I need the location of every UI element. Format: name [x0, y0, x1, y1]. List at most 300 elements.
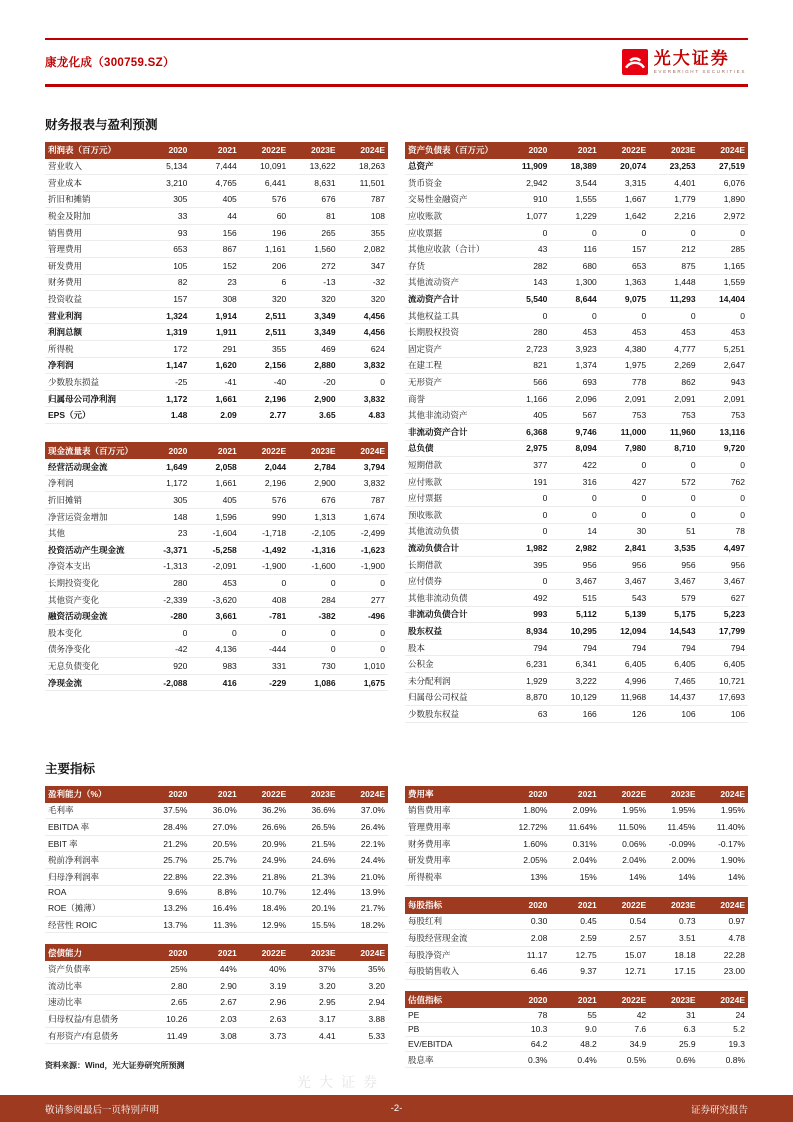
table-row	[45, 258, 388, 275]
table-title: 费用率	[405, 786, 501, 803]
cell-value: 148	[141, 508, 190, 525]
year-column-header: 2020	[501, 142, 550, 159]
row-label: 每股净资产	[405, 946, 501, 963]
cell-value: 2,082	[339, 241, 388, 258]
cell-value: 2,900	[289, 390, 338, 407]
cell-value: 320	[339, 291, 388, 308]
row-label: 债务净变化	[45, 641, 141, 658]
cell-value: 453	[550, 324, 599, 341]
cell-value: 11,000	[600, 424, 649, 441]
cell-value: -13	[289, 274, 338, 291]
cell-value: 0	[699, 307, 748, 324]
cell-value: 1,642	[600, 208, 649, 225]
cell-value: -382	[289, 608, 338, 625]
table-row	[405, 1022, 748, 1037]
cell-value: 2.80	[141, 978, 190, 995]
cell-value: 14,404	[699, 291, 748, 308]
cell-value: 6,405	[699, 656, 748, 673]
row-label: 商誉	[405, 390, 501, 407]
cell-value: 0.06%	[600, 835, 649, 852]
cell-value: 2.63	[240, 1011, 289, 1028]
cell-value: 10,091	[240, 159, 289, 175]
table-row	[405, 672, 748, 689]
cell-value: 1,166	[501, 390, 550, 407]
cell-value: 10.7%	[240, 885, 289, 900]
cell-value: 0	[699, 490, 748, 507]
per-share-table	[405, 897, 748, 980]
row-label: 资产负债率	[45, 961, 141, 977]
row-label: 折旧和摊销	[45, 191, 141, 208]
table-header-row	[45, 442, 388, 459]
cell-value: 0	[550, 490, 599, 507]
cell-value: 4,401	[649, 175, 698, 192]
year-column-header: 2024E	[339, 442, 388, 459]
table-row	[405, 540, 748, 557]
cell-value: 23	[190, 274, 239, 291]
cell-value: 1,161	[240, 241, 289, 258]
table-row	[405, 324, 748, 341]
cell-value: 1,649	[141, 459, 190, 475]
cell-value: 1,890	[699, 191, 748, 208]
row-label: 存货	[405, 258, 501, 275]
cell-value: 152	[190, 258, 239, 275]
cell-value: 2,196	[240, 390, 289, 407]
cell-value: 6,405	[649, 656, 698, 673]
table-row	[45, 274, 388, 291]
cell-value: 18,263	[339, 159, 388, 175]
table-row	[405, 341, 748, 358]
row-label: 财务费用率	[405, 835, 501, 852]
table-row	[405, 963, 748, 980]
cell-value: 18,389	[550, 159, 599, 175]
year-column-header: 2020	[501, 897, 550, 914]
row-label: 投资收益	[45, 291, 141, 308]
cell-value: 24.6%	[289, 852, 338, 869]
cell-value: 37.5%	[141, 803, 190, 819]
row-label: 营业收入	[45, 159, 141, 175]
cell-value: 2,156	[240, 357, 289, 374]
metrics-columns	[45, 786, 748, 1072]
row-label: 研发费用	[45, 258, 141, 275]
cell-value: 308	[190, 291, 239, 308]
table-row	[405, 819, 748, 836]
cell-value: 1,929	[501, 672, 550, 689]
row-label: 预收账款	[405, 506, 501, 523]
table-row	[45, 159, 388, 175]
cell-value: 60	[240, 208, 289, 225]
cell-value: 12.72%	[501, 819, 550, 836]
cell-value: 28.4%	[141, 819, 190, 836]
cell-value: 10.3	[501, 1022, 550, 1037]
cell-value: 0	[699, 224, 748, 241]
cell-value: 1,319	[141, 324, 190, 341]
table-row	[45, 624, 388, 641]
cell-value: 3,222	[550, 672, 599, 689]
cell-value: -2,499	[339, 525, 388, 542]
cell-value: 9,720	[699, 440, 748, 457]
row-label: 销售费用	[45, 224, 141, 241]
cell-value: 1,010	[339, 658, 388, 675]
cell-value: 1,229	[550, 208, 599, 225]
year-column-header: 2021	[190, 442, 239, 459]
cell-value: 305	[141, 191, 190, 208]
cell-value: 3,467	[649, 573, 698, 590]
cell-value: 11,960	[649, 424, 698, 441]
table-row	[45, 978, 388, 995]
cell-value: 0.4%	[550, 1051, 599, 1068]
cell-value: 762	[699, 473, 748, 490]
cell-value: 17,799	[699, 623, 748, 640]
cell-value: 1,147	[141, 357, 190, 374]
row-label: 每股销售收入	[405, 963, 501, 980]
cell-value: 1.95%	[699, 803, 748, 819]
cell-value: 405	[190, 492, 239, 509]
row-label: 净利润	[45, 357, 141, 374]
cell-value: 1,560	[289, 241, 338, 258]
row-label: 在建工程	[405, 357, 501, 374]
table-row	[45, 641, 388, 658]
cell-value: 5,251	[699, 341, 748, 358]
cell-value: 44	[190, 208, 239, 225]
cell-value: 30	[600, 523, 649, 540]
cell-value: 24	[699, 1008, 748, 1022]
cell-value: 0	[339, 624, 388, 641]
year-column-header: 2023E	[649, 786, 698, 803]
cell-value: 13.7%	[141, 916, 190, 933]
row-label: 归母权益/有息债务	[45, 1011, 141, 1028]
cell-value: 5,175	[649, 606, 698, 623]
cell-value: 0	[289, 624, 338, 641]
cell-value: 0	[600, 506, 649, 523]
cell-value: 427	[600, 473, 649, 490]
row-label: 非流动负债合计	[405, 606, 501, 623]
table-row	[405, 357, 748, 374]
cell-value: 272	[289, 258, 338, 275]
table-row	[405, 440, 748, 457]
cell-value: 572	[649, 473, 698, 490]
row-label: 短期借款	[405, 457, 501, 474]
cell-value: 55	[550, 1008, 599, 1022]
cell-value: 4,136	[190, 641, 239, 658]
cell-value: 15%	[550, 869, 599, 886]
cell-value: 576	[240, 191, 289, 208]
cell-value: 0	[501, 490, 550, 507]
year-column-header: 2020	[141, 142, 190, 159]
row-label: 总负债	[405, 440, 501, 457]
cell-value: 1,661	[190, 390, 239, 407]
table-header-row	[405, 897, 748, 914]
cell-value: 24.9%	[240, 852, 289, 869]
cell-value: -1,600	[289, 558, 338, 575]
row-label: EPS（元）	[45, 407, 141, 424]
row-label: PB	[405, 1022, 501, 1037]
table-row	[45, 900, 388, 917]
year-column-header: 2024E	[699, 897, 748, 914]
row-label: 营业成本	[45, 175, 141, 192]
cell-value: 14,543	[649, 623, 698, 640]
cell-value: 0	[240, 624, 289, 641]
year-column-header: 2020	[141, 442, 190, 459]
table-row	[405, 573, 748, 590]
table-row	[45, 1011, 388, 1028]
year-column-header: 2020	[501, 786, 550, 803]
cell-value: 1,675	[339, 674, 388, 691]
year-column-header: 2022E	[240, 142, 289, 159]
table-row	[45, 591, 388, 608]
row-label: 其他	[45, 525, 141, 542]
cell-value: 3.17	[289, 1011, 338, 1028]
cell-value: 2.59	[550, 930, 599, 947]
cell-value: 12.75	[550, 946, 599, 963]
table-row	[405, 606, 748, 623]
cell-value: 1,086	[289, 674, 338, 691]
table-row	[45, 819, 388, 836]
table-header-row	[45, 786, 388, 803]
cell-value: 1,300	[550, 274, 599, 291]
table-row	[405, 1051, 748, 1068]
cell-value: 3.20	[339, 978, 388, 995]
cell-value: 14%	[600, 869, 649, 886]
row-label: 折旧摊销	[45, 492, 141, 509]
cell-value: 2,096	[550, 390, 599, 407]
table-row	[405, 1037, 748, 1052]
cell-value: 26.4%	[339, 819, 388, 836]
year-column-header: 2023E	[649, 142, 698, 159]
cell-value: 405	[190, 191, 239, 208]
row-label: 每股经营现金流	[405, 930, 501, 947]
cell-value: 8,631	[289, 175, 338, 192]
cell-value: 2.67	[190, 994, 239, 1011]
table-row	[405, 208, 748, 225]
cell-value: 956	[600, 556, 649, 573]
cell-value: 172	[141, 341, 190, 358]
stock-title: 康龙化成（300759.SZ）	[45, 57, 175, 69]
table-row	[405, 224, 748, 241]
cell-value: 22.1%	[339, 835, 388, 852]
cell-value: 3,467	[699, 573, 748, 590]
year-column-header: 2024E	[339, 142, 388, 159]
table-title: 估值指标	[405, 991, 501, 1008]
cell-value: 18.4%	[240, 900, 289, 917]
cell-value: 21.0%	[339, 869, 388, 886]
cell-value: 794	[550, 639, 599, 656]
cell-value: 693	[550, 374, 599, 391]
table-row	[405, 159, 748, 175]
row-label: 财务费用	[45, 274, 141, 291]
cell-value: 0.54	[600, 914, 649, 930]
cell-value: 5,223	[699, 606, 748, 623]
row-label: 经营活动现金流	[45, 459, 141, 475]
table-row	[405, 623, 748, 640]
year-column-header: 2023E	[649, 897, 698, 914]
year-column-header: 2023E	[289, 786, 338, 803]
row-label: 投资活动产生现金流	[45, 541, 141, 558]
cell-value: 31	[649, 1008, 698, 1022]
cell-value: 3,661	[190, 608, 239, 625]
cell-value: 16.4%	[190, 900, 239, 917]
cell-value: 25.7%	[141, 852, 190, 869]
cell-value: 2.00%	[649, 852, 698, 869]
row-label: 研发费用率	[405, 852, 501, 869]
cell-value: 2,975	[501, 440, 550, 457]
cell-value: 14%	[649, 869, 698, 886]
cell-value: 106	[649, 706, 698, 723]
cell-value: 17.15	[649, 963, 698, 980]
row-label: 非流动资产合计	[405, 424, 501, 441]
row-label: 股东权益	[405, 623, 501, 640]
cell-value: -41	[190, 374, 239, 391]
cell-value: 277	[339, 591, 388, 608]
cell-value: -3,620	[190, 591, 239, 608]
row-label: 总资产	[405, 159, 501, 175]
row-label: EBITDA 率	[45, 819, 141, 836]
cell-value: 9,075	[600, 291, 649, 308]
table-row	[405, 390, 748, 407]
cell-value: 453	[699, 324, 748, 341]
header-bottom-rule	[45, 84, 748, 87]
row-label: 净资本支出	[45, 558, 141, 575]
cell-value: 862	[649, 374, 698, 391]
cell-value: 2,972	[699, 208, 748, 225]
cell-value: 2,841	[600, 540, 649, 557]
table-row	[405, 191, 748, 208]
cell-value: 0.8%	[699, 1051, 748, 1068]
cell-value: -496	[339, 608, 388, 625]
cell-value: 27,519	[699, 159, 748, 175]
cell-value: 20.1%	[289, 900, 338, 917]
cell-value: 305	[141, 492, 190, 509]
cell-value: 14%	[699, 869, 748, 886]
cell-value: 6	[240, 274, 289, 291]
cell-value: 78	[501, 1008, 550, 1022]
cell-value: 579	[649, 589, 698, 606]
cell-value: 1.80%	[501, 803, 550, 819]
profitability-table	[45, 786, 388, 934]
cell-value: 82	[141, 274, 190, 291]
year-column-header: 2022E	[600, 897, 649, 914]
expense-ratio-table	[405, 786, 748, 886]
cell-value: 1,911	[190, 324, 239, 341]
table-row	[405, 639, 748, 656]
cell-value: 0	[649, 307, 698, 324]
cell-value: 680	[550, 258, 599, 275]
row-label: 税前净利润率	[45, 852, 141, 869]
cell-value: 13,622	[289, 159, 338, 175]
cell-value: 15.5%	[289, 916, 338, 933]
table-row	[405, 835, 748, 852]
table-row	[405, 523, 748, 540]
cell-value: 44%	[190, 961, 239, 977]
cell-value: 157	[141, 291, 190, 308]
table-row	[45, 852, 388, 869]
cell-value: 653	[600, 258, 649, 275]
table-row	[405, 803, 748, 819]
year-column-header: 2022E	[600, 142, 649, 159]
table-row	[45, 558, 388, 575]
cell-value: 6.46	[501, 963, 550, 980]
cell-value: 26.6%	[240, 819, 289, 836]
cell-value: 753	[600, 407, 649, 424]
cell-value: 0	[289, 641, 338, 658]
table-row	[45, 291, 388, 308]
cell-value: 206	[240, 258, 289, 275]
cell-value: 0	[339, 374, 388, 391]
cell-value: 1,313	[289, 508, 338, 525]
cell-value: -1,900	[240, 558, 289, 575]
cell-value: 3,794	[339, 459, 388, 475]
row-label: 经营性 ROIC	[45, 916, 141, 933]
cell-value: 20,074	[600, 159, 649, 175]
cell-value: -5,258	[190, 541, 239, 558]
row-label: PE	[405, 1008, 501, 1022]
row-label: 股息率	[405, 1051, 501, 1068]
cell-value: 627	[699, 589, 748, 606]
year-column-header: 2021	[190, 142, 239, 159]
brand-subtitle: EVERBRIGHT SECURITIES	[653, 68, 746, 74]
cell-value: 355	[339, 224, 388, 241]
row-label: 速动比率	[45, 994, 141, 1011]
row-label: 少数股东损益	[45, 374, 141, 391]
row-label: 应付票据	[405, 490, 501, 507]
cell-value: 469	[289, 341, 338, 358]
cell-value: 48.2	[550, 1037, 599, 1052]
cell-value: 2,091	[699, 390, 748, 407]
cell-value: 196	[240, 224, 289, 241]
table-row	[45, 475, 388, 492]
cell-value: 787	[339, 191, 388, 208]
everbright-logo-icon	[622, 49, 648, 75]
cell-value: 21.5%	[289, 835, 338, 852]
cell-value: 4,996	[600, 672, 649, 689]
cell-value: 676	[289, 191, 338, 208]
cell-value: 5,540	[501, 291, 550, 308]
cell-value: 116	[550, 241, 599, 258]
cell-value: 753	[649, 407, 698, 424]
financials-columns	[45, 142, 748, 723]
cell-value: 21.2%	[141, 835, 190, 852]
cell-value: 3,210	[141, 175, 190, 192]
year-column-header: 2020	[141, 944, 190, 961]
cell-value: 22.8%	[141, 869, 190, 886]
cell-value: -1,492	[240, 541, 289, 558]
cell-value: 7,980	[600, 440, 649, 457]
cell-value: -2,088	[141, 674, 190, 691]
cell-value: 23,253	[649, 159, 698, 175]
cell-value: 3,923	[550, 341, 599, 358]
table-header-row	[45, 944, 388, 961]
cell-value: -1,316	[289, 541, 338, 558]
cell-value: 4.83	[339, 407, 388, 424]
row-label: 应付账款	[405, 473, 501, 490]
cell-value: 285	[699, 241, 748, 258]
year-column-header: 2022E	[240, 442, 289, 459]
table-row	[405, 506, 748, 523]
table-row	[45, 307, 388, 324]
row-label: 长期投资变化	[45, 575, 141, 592]
row-label: 毛利率	[45, 803, 141, 819]
cell-value: 78	[699, 523, 748, 540]
cell-value: 0	[501, 523, 550, 540]
cell-value: 10,295	[550, 623, 599, 640]
table-row	[405, 656, 748, 673]
cell-value: 1,555	[550, 191, 599, 208]
table-row	[45, 994, 388, 1011]
cell-value: 12.71	[600, 963, 649, 980]
cell-value: 3,467	[550, 573, 599, 590]
cell-value: 1,667	[600, 191, 649, 208]
cell-value: 7.6	[600, 1022, 649, 1037]
cell-value: 157	[600, 241, 649, 258]
